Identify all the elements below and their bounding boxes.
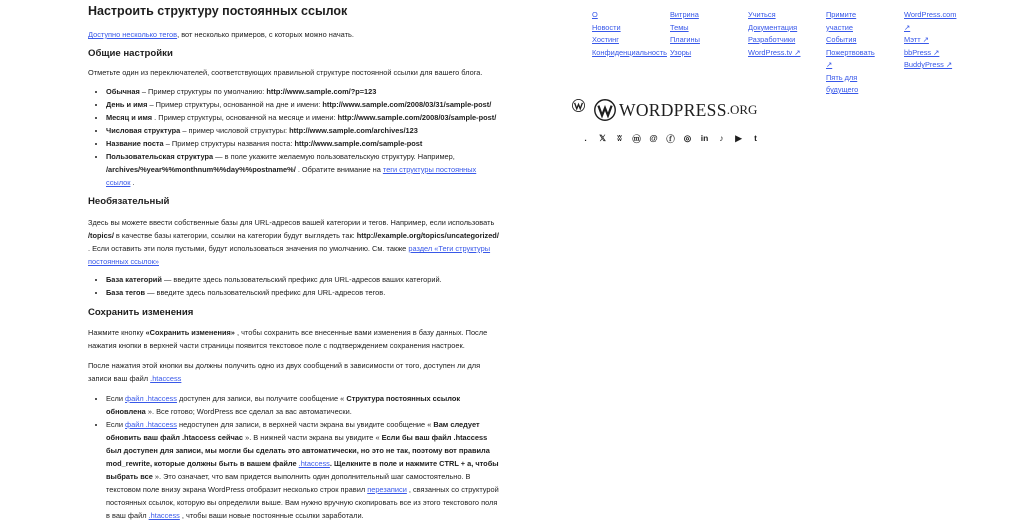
footer-link-learn[interactable]: Учиться (748, 10, 776, 19)
list-item: • База категорий — введите здесь пользовательский префикс для URL-адресов ваших категорий. (106, 273, 500, 286)
save-list (88, 392, 500, 522)
footer-link-wordpress-com[interactable]: WordPress.com ↗ (904, 10, 957, 32)
threads-icon[interactable]: @ (649, 133, 658, 143)
tumblr-icon[interactable]: t (754, 133, 757, 143)
optional-text: Здесь вы можете ввести собственные базы для URL-адресов вашей категории и тегов. Например, если использовать /topics/ в качестве базы категории, ссылки на категории будут выглядеть так: http://example.org/topics/uncategorized/ . Если оставить эти поля пустыми, будут использоваться значения по умолчанию. См. также раздел «Теги структуры постоянных ссылок» (88, 218, 499, 266)
footer-link-wordpress-tv[interactable]: WordPress.tv ↗ (748, 47, 801, 57)
list-item: • День и имя – Пример структуры, основанной на дне и имени: http://www.sample.com/2008/03/31/sample-post/ (106, 98, 500, 111)
footer-link-five-for-future[interactable]: Пять для будущего (826, 72, 859, 94)
footer-link-news[interactable]: Новости (592, 22, 621, 32)
facebook-icon[interactable]: ⓕ (666, 134, 675, 144)
footer-link-donate[interactable]: Пожертвовать ↗ (826, 47, 875, 69)
footer-link-showcase[interactable]: Витрина (670, 10, 699, 19)
footer-link-themes[interactable]: Темы (670, 22, 689, 32)
footer-link-events[interactable]: События (826, 35, 857, 44)
tiktok-icon[interactable]: ♪ (719, 133, 724, 143)
list-item: • Название поста – Пример структуры названия поста: http://www.sample.com/sample-post (106, 137, 500, 150)
htaccess-file-link[interactable]: файл .htaccess (125, 420, 177, 429)
footer-nav-column-3 (748, 9, 800, 59)
list-item: • Если файл .htaccess недоступен для записи, в верхней части экрана вы увидите сообщение « Вам следует обновить ваш файл .htaccess сейчас ». В нижней части экрана вы увидите « Если бы ваш файл .htaccess был доступен для записи, мы могли бы сделать это автоматически, но это не так, поэтому вот правила mod_rewrite, которые должны быть в вашем файле .htaccess. Щелкните в поле и нажмите CTRL + a, чтобы выбрать все ». Это означает, что вам придется выполнить один дополнительный шаг самостоятельно. В текстовом поле внизу экрана WordPress отобразит несколько строк правил перезаписи , связанных со структурой постоянных ссылок, которую вы определили выше. Вам нужно вручную скопировать все из этого текстового поля в ваш файл .htaccess , чтобы ваши новые постоянные ссылки заработали. (106, 418, 500, 522)
footer-link-bbpress[interactable]: bbPress ↗ (904, 47, 940, 57)
footer-nav-column-1 (592, 9, 667, 59)
footer-link-matt[interactable]: Мэтт ↗ (904, 35, 929, 44)
footer-link-developers[interactable]: Разработчики (748, 35, 796, 44)
intro-text: Доступно несколько тегов, вот несколько примеров, с которых можно начать. (88, 30, 354, 39)
general-settings-text: Отметьте один из переключателей, соответствующих правильной структуре постоянной ссылки для вашего блога. (88, 68, 483, 77)
save-text-2: После нажатия этой кнопки вы должны получить одно из двух сообщений в зависимости от того, доступен ли для записи ваш файл .htaccess (88, 361, 481, 383)
footer-link-patterns[interactable]: Узоры (670, 47, 692, 57)
rewrite-link[interactable]: перезаписи (367, 485, 407, 494)
social-links (580, 133, 761, 145)
article (88, 0, 500, 522)
facebook-icon[interactable]: . (584, 133, 587, 143)
optional-heading: Необязательный (88, 196, 170, 207)
youtube-icon[interactable]: ▶ (735, 133, 742, 143)
general-settings-heading: Общие настройки (88, 48, 173, 59)
htaccess-file-link[interactable]: файл .htaccess (125, 394, 177, 403)
htaccess-link[interactable]: .htaccess (150, 374, 182, 383)
wordpress-org-logo[interactable] (594, 99, 757, 121)
bluesky-icon[interactable]: ʬ (617, 133, 622, 143)
footer-link-get-involved[interactable]: Примите участие (826, 10, 857, 32)
footer-link-documentation[interactable]: Документация (748, 22, 798, 32)
htaccess-file-link-2[interactable]: .htaccess (148, 511, 180, 520)
footer-link-buddypress[interactable]: BuddyPress ↗ (904, 60, 953, 69)
save-text-1: Нажмите кнопку «Сохранить изменения» , чтобы сохранить все внесенные вами изменения в базу данных. После нажатия кнопки в верхней части страницы появится текстовое поле с подтверждением сохранения настроек. (88, 328, 488, 350)
list-item: • База тегов — введите здесь пользовательский префикс для URL-адресов тегов. (106, 286, 500, 299)
optional-list (88, 273, 500, 299)
permalink-tags-section-link[interactable]: раздел «Теги структуры постоянных ссылок» (88, 244, 491, 266)
save-changes-heading: Сохранить изменения (88, 307, 194, 318)
list-item: • Пользовательская структура — в поле укажите желаемую пользовательскую структуру. Например, /archives/%year%%monthnum%%day%%postname%/ . Обратите внимание на теги структуры постоянных ссылок . (106, 150, 500, 189)
instagram-icon[interactable]: ◎ (683, 133, 692, 143)
page-title: Настроить структуру постоянных ссылок (88, 4, 348, 18)
permalink-options-list (88, 85, 500, 189)
footer-link-hosting[interactable]: Хостинг (592, 35, 619, 44)
list-item: • Если файл .htaccess доступен для записи, вы получите сообщение « Структура постоянных ссылок обновлена ». Все готово; WordPress все сделал за вас автоматически. (106, 392, 500, 418)
list-item: • Месяц и имя . Пример структуры, основанной на месяце и имени: http://www.sample.com/2008/03/sample-post/ (106, 111, 500, 124)
footer-link-privacy[interactable]: Конфиденциальность (592, 47, 667, 57)
footer-nav-column-4 (826, 9, 875, 97)
footer-link-about[interactable]: О (592, 10, 598, 19)
mastodon-icon[interactable]: ⓜ (632, 134, 641, 144)
logo-org: .ORG (726, 102, 758, 117)
htaccess-inline-link[interactable]: .htaccess (298, 459, 330, 468)
wordpress-logo-icon (594, 99, 616, 121)
linkedin-icon[interactable]: in (700, 133, 709, 143)
x-icon[interactable]: 𝕏 (599, 133, 606, 143)
footer-nav-column-5 (904, 9, 956, 72)
list-item: • Обычная – Пример структуры по умолчанию: http://www.sample.com/?p=123 (106, 85, 500, 98)
footer-link-plugins[interactable]: Плагины (670, 35, 700, 44)
permalink-tags-link[interactable]: теги структуры постоянных ссылок (106, 165, 477, 187)
available-tags-link[interactable]: Доступно несколько тегов (88, 30, 178, 39)
footer-nav-column-2 (670, 9, 700, 59)
wordpress-mark-icon[interactable] (572, 99, 585, 117)
logo-wordmark: WORDPRESS (619, 99, 727, 120)
list-item: • Числовая структура – пример числовой структуры: http://www.sample.com/archives/123 (106, 124, 500, 137)
